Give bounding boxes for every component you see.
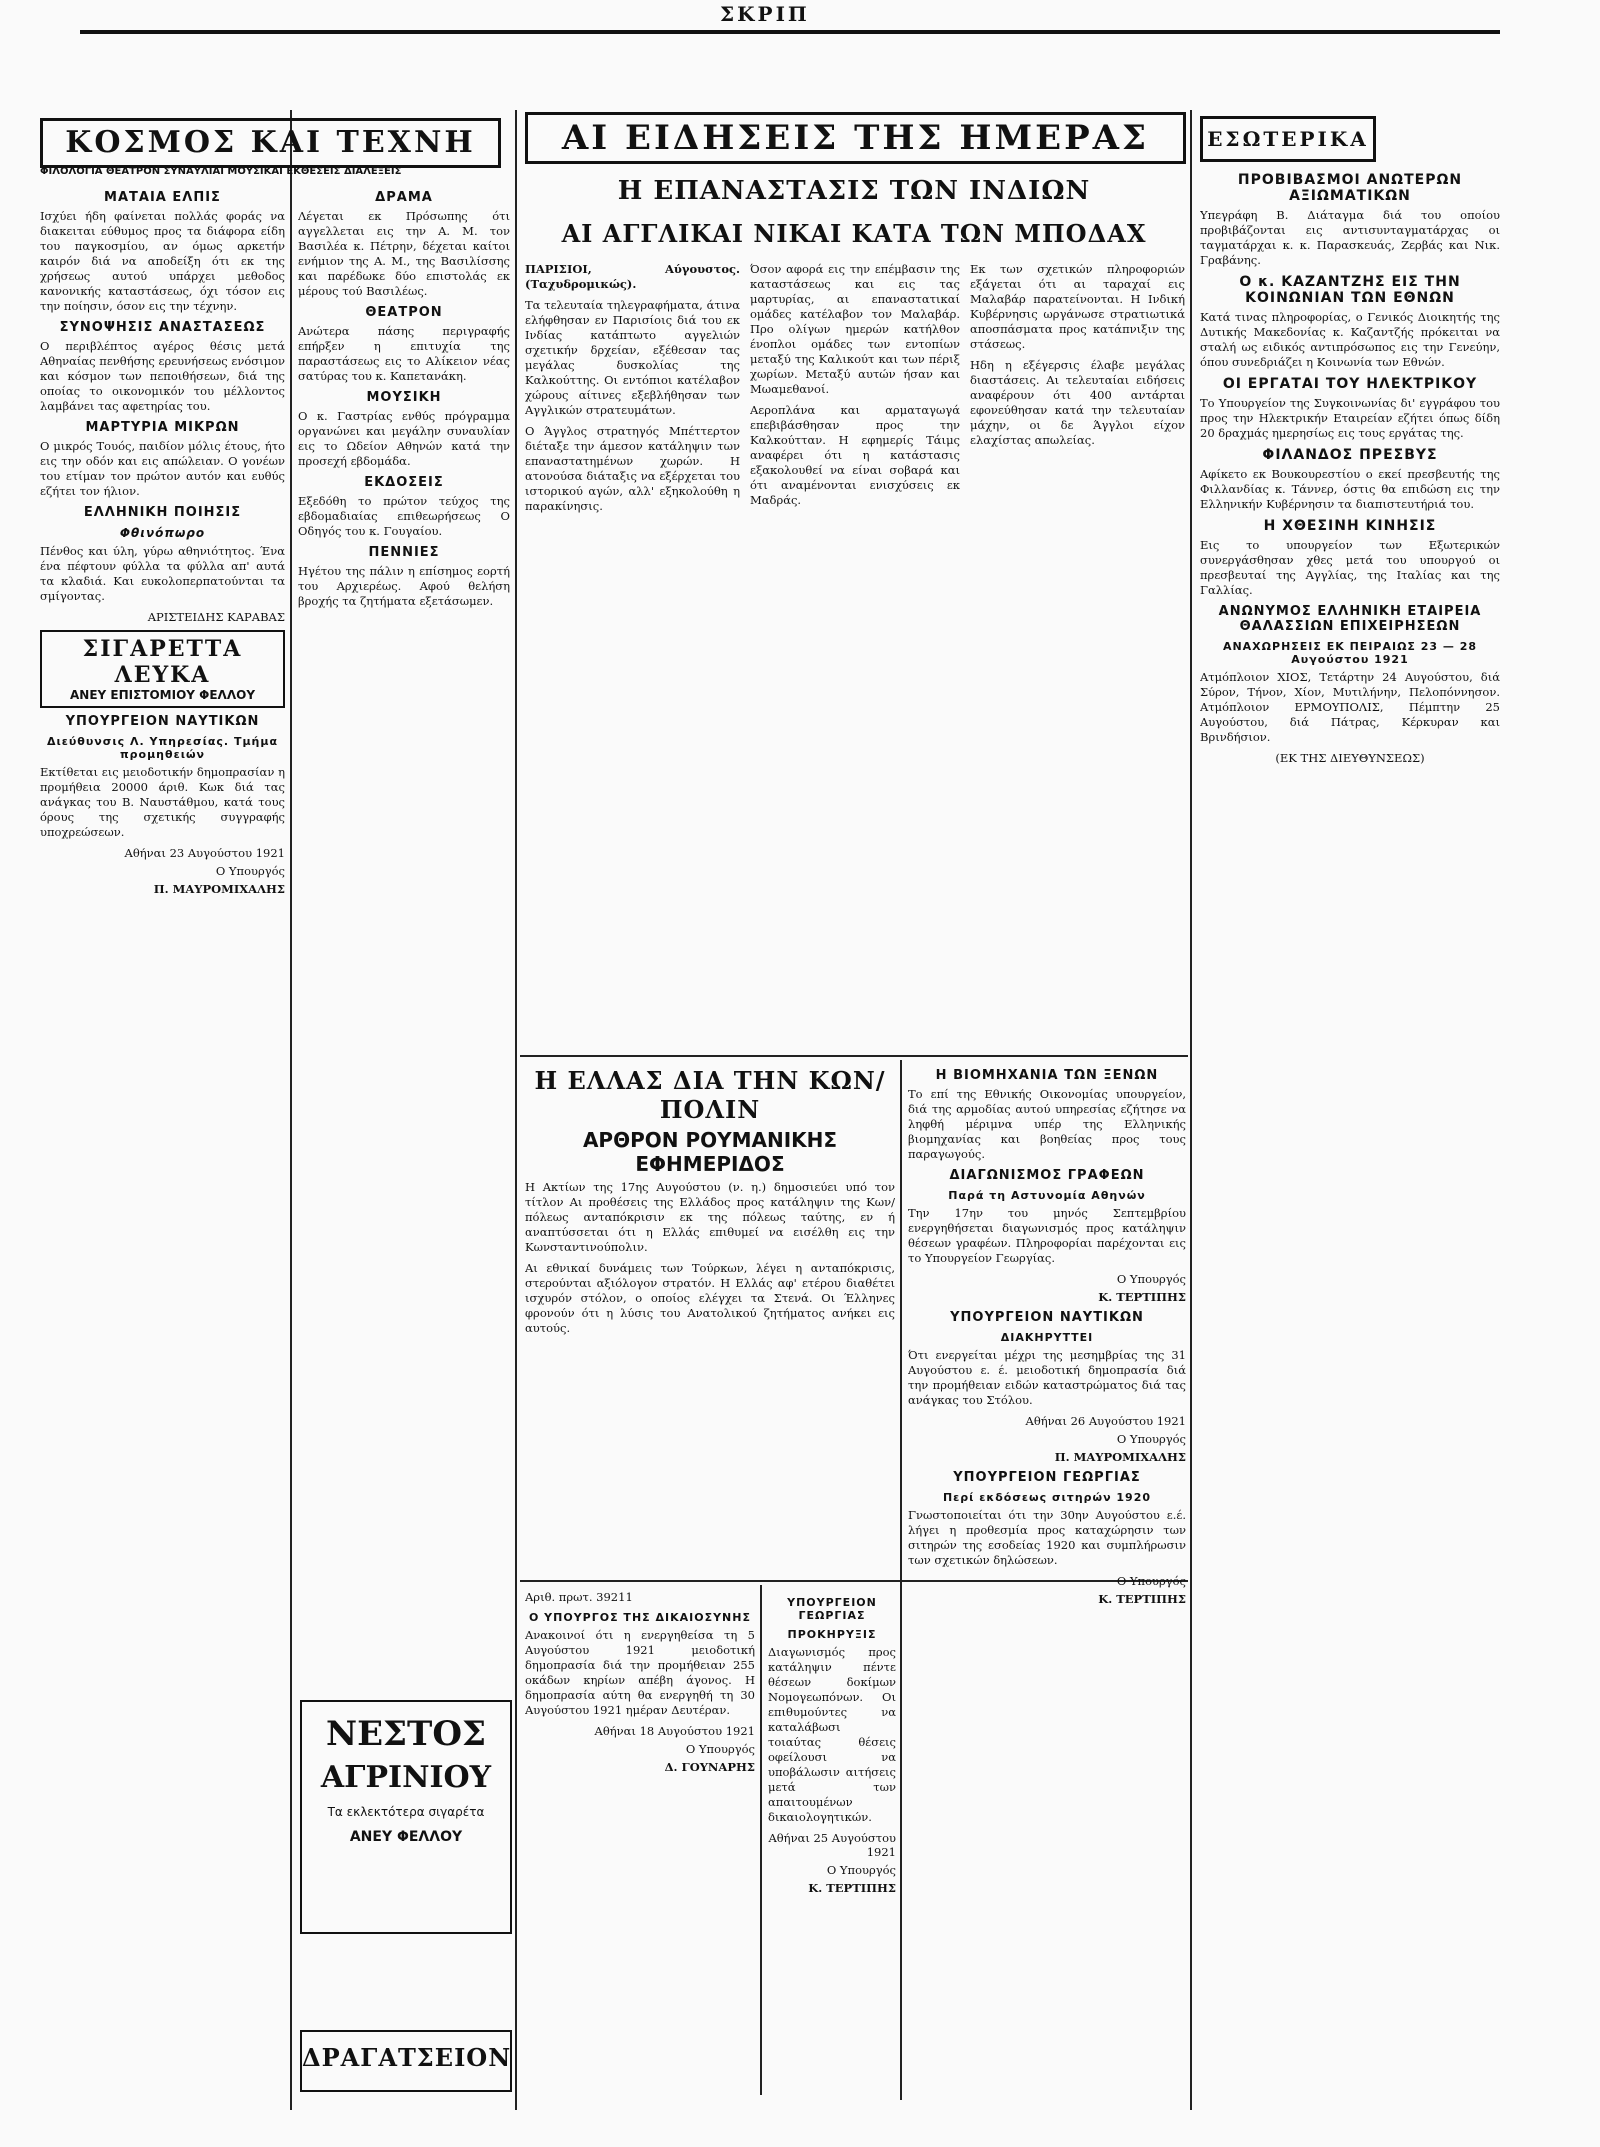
notice-signature: Ο Υπουργός xyxy=(685,1742,755,1756)
column-rule xyxy=(515,110,517,2110)
article-title: ΥΠΟΥΡΓΕΙΟΝ ΝΑΥΤΙΚΩΝ xyxy=(950,1310,1144,1325)
notice-title: ΥΠΟΥΡΓΕΙΟΝ ΓΕΩΡΓΙΑΣ xyxy=(787,1596,877,1622)
headline-greece: Η ΕΛΛΑΣ ΔΙΑ ΤΗΝ ΚΩΝ/ΠΟΛΙΝ xyxy=(534,1066,886,1124)
article-text: Το επί της Εθνικής Οικονομίας υπουργείον, διά της αρμοδίας αυτού υπηρεσίας εζήτησε να ληφθή μέριμνα υπέρ της Ελληνικής βιομηχανίας και βοηθείας προς τους παραγωγούς. xyxy=(908,1087,1186,1161)
article-text: Ανώτερα πάσης περιγραφής επήρξεν η επιτυχία της παραστάσεως εις το Αλίκειον νέας σατύρας του κ. Καπετανάκη. xyxy=(298,324,510,383)
left-column xyxy=(40,184,285,2104)
article-title: ΥΠΟΥΡΓΕΙΟΝ ΓΕΩΡΓΙΑΣ xyxy=(953,1470,1141,1485)
column-rule xyxy=(1190,110,1192,2110)
article-title: ΑΝΩΝΥΜΟΣ ΕΛΛΗΝΙΚΗ ΕΤΑΙΡΕΙΑ ΘΑΛΑΣΣΙΩΝ ΕΠΙΧΕΙΡΗΣΕΩΝ xyxy=(1218,604,1482,634)
notice-date: Αθήναι 23 Αυγούστου 1921 xyxy=(124,846,285,860)
article-subtitle: Περί εκδόσεως σιτηρών 1920 xyxy=(942,1491,1152,1504)
section-header-arts: ΚΟΣΜΟΣ ΚΑΙ ΤΕΧΝΗ xyxy=(40,118,501,168)
agriculture-notice xyxy=(768,1590,896,2100)
article-text: Εξεδόθη το πρώτον τεύχος της εβδομαδιαίας επιθεωρήσεως Ο Οδηγός του κ. Γουγαίου. xyxy=(298,494,510,538)
article-title: ΦΙΛΑΝΔΟΣ ΠΡΕΣΒΥΣ xyxy=(1262,447,1438,463)
notice-signature-name: Κ. ΤΕΡΤΙΠΗΣ xyxy=(808,1881,896,1895)
notice-signature: Ο Υπουργός xyxy=(826,1863,896,1877)
notice-subtitle: Διεύθυνσις Λ. Υπηρεσίας. Τμήμα προμηθειών xyxy=(46,735,279,761)
article-text: Γνωστοποιείται ότι την 30ην Αυγούστου ε.έ. λήγει η προθεσμία προς καταχώρησιν των σιτηρών της εσοδείας 1920 και συμπλήρωσιν των σχετικών δηλώσεων. xyxy=(908,1508,1186,1567)
article-text: Αφίκετο εκ Βουκουρεστίου ο εκεί πρεσβευτής της Φιλλανδίας κ. Τάννερ, όστις θα επιδώση εις την Ελληνικήν Κυβέρνησιν τα διαπιστευτήριά του. xyxy=(1200,467,1500,511)
news-column-1 xyxy=(525,262,740,1052)
notice-text: Ανακοινοί ότι η ενεργηθείσα τη 5 Αυγούστου 1921 μειοδοτική δημοπρασία διά την προμήθειαν 255 οκάδων κηρίων απέβη άγονος. Η δημοπρασία αύτη θα ενεργηθή τη 30 Αυγούστου 1921 ημέραν Δευτέραν. xyxy=(525,1628,755,1717)
notice-date: Αθήναι 18 Αυγούστου 1921 xyxy=(594,1724,755,1738)
greece-constantinople-article xyxy=(525,1062,895,1577)
article-title: ΕΚΔΟΣΕΙΣ xyxy=(364,475,444,490)
article-text: Ότι ενεργείται μέχρι της μεσημβρίας της 31 Αυγούστου ε. έ. μειοδοτική δημοπρασία διά την προμήθειαν ειδών καταστρώματος διά τας ανάγκας του Στόλου. xyxy=(908,1348,1186,1407)
notice-signature-name: Κ. ΤΕΡΤΙΠΗΣ xyxy=(1098,1592,1186,1606)
section-header-domestic: ΕΣΩΤΕΡΙΚΑ xyxy=(1200,116,1376,162)
article-text: Η Ακτίων της 17ης Αυγούστου (ν. η.) δημοσιεύει υπό τον τίτλον Αι προθέσεις της Ελλάδος προς κατάληψιν της Κων/πόλεως ανταπόκρισιν εκ της πόλεως ταύτης, εν ή αναπτύσσεται ότι η Ελλάς επιθυμεί να εισέλθη εις την Κωνσταντινούπολιν. xyxy=(525,1180,895,1254)
article-title: ΕΛΛΗΝΙΚΗ ΠΟΙΗΣΙΣ xyxy=(83,505,242,520)
notice-signature-name: Π. ΜΑΥΡΟΜΙΧΑΛΗΣ xyxy=(153,882,285,896)
article-text: Λέγεται εκ Πρόσωπης ότι αγγελλεται εις την Α. Μ. τον Βασιλέα κ. Πέτρην, δέχεται καίτοι ενήμιον της Α. Μ., της Βασιλίσσης και παρέδωκε δύο επιστολάς εκ μέρους τού Βασιλέως. xyxy=(298,209,510,298)
poem-text: Πένθος και ύλη, γύρω αθηνιότητος. Ένα ένα πέφτουν φύλλα τα φύλλα απ' αυτά τα κλαδιά. Και ευκολοπερπατούνται τα σμίγοντας. xyxy=(40,544,285,603)
notice-signature-name: Π. ΜΑΥΡΟΜΙΧΑΛΗΣ xyxy=(1054,1450,1186,1464)
notice-signature-name: Κ. ΤΕΡΤΙΠΗΣ xyxy=(1098,1290,1186,1304)
justice-notice xyxy=(525,1590,755,2100)
section-header-news: ΑΙ ΕΙΔΗΣΕΙΣ ΤΗΣ ΗΜΕΡΑΣ xyxy=(525,112,1186,164)
article-text: Υπεγράφη Β. Διάταγμα διά του οποίου προβιβάζονται εις αντισυνταγματάρχας οι ταγματάρχαι κ. κ. Παρασκευάς, Ζερβάς και Νικ. Γραβάνης. xyxy=(1200,208,1500,267)
notice-text: Εκτίθεται εις μειοδοτικήν δημοπρασίαν η προμήθεια 20000 άριθ. Κωκ διά τας ανάγκας του Β. Ναυστάθμου, κατά τους όρους της σχετικής συγγραφής υποχρεώσεων. xyxy=(40,765,285,839)
notice-signature: Ο Υπουργός xyxy=(1116,1272,1186,1286)
article-text: Αεροπλάνα και αρματαγωγά επεβιβάσθησαν προς την Καλκούτταν. Η εφημερίς Τάιμς αναφέρει ότι η κατάστασις εξακολουθεί να είναι σοβαρά και ότι αναμένονται ενισχύσεις εκ Μαδράς. xyxy=(750,403,960,507)
notice-ref: Αριθ. πρωτ. 39211 xyxy=(525,1590,633,1604)
column-rule xyxy=(900,1060,902,2100)
article-title: Η ΧΘΕΣΙΝΗ ΚΙΝΗΣΙΣ xyxy=(1263,518,1437,534)
article-text: Αι εθνικαί δυνάμεις των Τούρκων, λέγει η ανταπόκρισις, στερούνται αξιόλογον στρατόν. Η Ελλάς αφ' ετέρου διαθέτει ισχυρόν στόλον, ο οποίος ελέγχει τα Στενά. Οι Έλληνες φρονούν ότι η λύσις του Ανατολικού ζητήματος ανήκει εις αυτούς. xyxy=(525,1261,895,1335)
column-rule xyxy=(290,110,292,2110)
notice-title: Ο ΥΠΟΥΡΓΟΣ ΤΗΣ ΔΙΚΑΙΟΣΥΝΗΣ xyxy=(529,1611,751,1624)
article-text: Τα τελευταία τηλεγραφήματα, άτινα ελήφθησαν εν Παρισίοις διά του εκ Ινδίας κατάπτωτο αγγελιών σχετικήν δρχείαν, εξέθεσαν τας μεγάλας δυσκολίας της Καλκούττης. Οι εντόπιοι κατέλαβον χώρους αίτινες εξεβλήθησαν των Αγγλικών στρατευμάτων. xyxy=(525,298,740,417)
article-title: ΔΙΑΓΩΝΙΣΜΟΣ ΓΡΑΦΕΩΝ xyxy=(949,1168,1145,1183)
news-column-3 xyxy=(970,262,1185,1052)
article-text: Ο κ. Γαστρίας ενθύς πρόγραμμα οργανώνει και μεγάλην συναυλίαν εις το Ωδείον Αθηνών κατά την προσεχή εβδομάδα. xyxy=(298,409,510,468)
article-text: Ο Άγγλος στρατηγός Μπέττερτον διέταξε την άμεσον κατάληψιν των επαναστατημένων χωρών. Η ατονούσα διάταξις να εξέρχεται του ιστορικού αγών, αλλ' εξηκολούθη η παρακίνησις. xyxy=(525,424,740,513)
notice-signature: Ο Υπουργός xyxy=(215,864,285,878)
notice-date: Αθήναι 25 Αυγούστου 1921 xyxy=(768,1831,896,1859)
article-subtitle: ΔΙΑΚΗΡΥΤΤΕΙ xyxy=(1000,1331,1094,1344)
notice-signature-name: Δ. ΓΟΥΝΑΡΗΣ xyxy=(664,1760,755,1774)
article-footer: (ΕΚ ΤΗΣ ΔΙΕΥΘΥΝΣΕΩΣ) xyxy=(1275,751,1425,765)
article-title: ΜΟΥΣΙΚΗ xyxy=(366,390,442,405)
column-rule xyxy=(760,1585,762,2095)
notice-subtitle: ΠΡΟΚΗΡΥΞΙΣ xyxy=(787,1628,877,1641)
article-text: Κατά τινας πληροφορίας, ο Γενικός Διοικητής της Δυτικής Μακεδονίας κ. Καζαντζής πρόκειται να σταλή ως ειδικός αντιπρόσωπος εις την Γενεύην, όπου συνεδριάζει η Κοινωνία των Εθνών. xyxy=(1200,310,1500,369)
notice-title: ΥΠΟΥΡΓΕΙΟΝ ΝΑΥΤΙΚΩΝ xyxy=(65,714,260,729)
article-text: Ισχύει ήδη φαίνεται πολλάς φοράς να διακειται εύθυμος προς τα διάφορα είδη του παγκοσμίου, αν όμως αρκετήν καιρόν διά να αποδείξη ότι εκ της χρήσεως αυτού υπάρχει μεθοδος κανονικής καταστάσεως, όχι τόσον εις την ποίησιν, όσον εις την τέχνην. xyxy=(40,209,285,313)
article-text: Ηγέτου της πάλιν η επίσημος εορτή του Αρχιερέως. Αφού θελήση βροχής τα ζητήματα εξετάσωμεν. xyxy=(298,564,510,608)
headline-english-victories: ΑΙ ΑΓΓΛΙΚΑΙ ΝΙΚΑΙ ΚΑΤΑ ΤΩΝ ΜΠΟΔΑΧ xyxy=(561,219,1147,248)
article-text: Ο μικρός Τουός, παιδίον μόλις έτους, ήτο εις την οδόν και εις απώλειαν. Ο γονέων του ετίμαν τον πρώτον αυτόν και ευθύς εζήτει τον ήλιον. xyxy=(40,439,285,498)
subheadline-romanian: ΑΡΘΡΟΝ ΡΟΥΜΑΝΙΚΗΣ ΕΦΗΜΕΡΙΔΟΣ xyxy=(582,1128,838,1176)
masthead: ΣΚΡΙΠ xyxy=(80,4,1500,34)
article-text: Ο περιβλέπτος αγέρος θέσις μετά Αθηναίας πενθήσης ερευνήσεως ενόσιμον και κόσμον των πεποιθήσεων, διά της οποίας το οικονομικόν του μέλλοντος λαμβάνει τας αφετηρίας του. xyxy=(40,339,285,413)
article-text: Εις το υπουργείον των Εξωτερικών συνεργάσθησαν χθες μετά του υπουργού οι πρεσβευταί της Αγγλίας, της Ιταλίας και της Γαλλίας. xyxy=(1200,538,1500,597)
section-subheader: ΦΙΛΟΛΟΓΙΑ ΘΕΑΤΡΟΝ ΣΥΝΑΥΛΙΑΙ ΜΟΥΣΙΚΑΙ ΕΚΘΕΣΕΙΣ ΔΙΑΛΕΞΕΙΣ xyxy=(40,166,402,177)
column-rule xyxy=(520,1055,1188,1057)
headline-india: Η ΕΠΑΝΑΣΤΑΣΙΣ ΤΩΝ ΙΝΔΙΩΝ xyxy=(617,176,1091,206)
article-text: Το Υπουργείον της Συγκοινωνίας δι' εγγράφου του προς την Ηλεκτρικήν Εταιρείαν εζήτει όπως δίδη 20 δραχμάς ημερησίως εις τους εργάτας της. xyxy=(1200,396,1500,440)
article-title: ΜΑΡΤΥΡΙΑ ΜΙΚΡΩΝ xyxy=(85,420,240,435)
article-title: ΜΑΤΑΙΑ ΕΛΠΙΣ xyxy=(104,190,221,205)
right-column xyxy=(1200,166,1500,2106)
notice-text: Διαγωνισμός προς κατάληψιν πέντε θέσεων δοκίμων Νομογεωπόνων. Οι επιθυμούντες να καταλάβωσι τοιαύτας θέσεις οφείλουσι να υποβάλωσιν αιτήσεις μετά των απαιτουμένων δικαιολογητικών. xyxy=(768,1645,896,1824)
article-title: ΠΡΟΒΙΒΑΣΜΟΙ ΑΝΩΤΕΡΩΝ ΑΞΙΩΜΑΤΙΚΩΝ xyxy=(1237,172,1463,204)
article-title: ΔΡΑΜΑ xyxy=(375,190,433,205)
cigarette-ad: ΣΙΓΑΡΕΤΤΑ ΛΕΥΚΑ ΑΝΕΥ ΕΠΙΣΤΟΜΙΟΥ ΦΕΛΛΟΥ xyxy=(40,630,285,708)
article-subtitle: ΑΝΑΧΩΡΗΣΕΙΣ ΕΚ ΠΕΙΡΑΙΩΣ 23 — 28 Αυγούστου 1921 xyxy=(1222,640,1478,666)
poem-title: Φθινόπωρο xyxy=(119,526,206,540)
article-title: Ο κ. ΚΑΖΑΝΤΖΗΣ ΕΙΣ ΤΗΝ ΚΟΙΝΩΝΙΑΝ ΤΩΝ ΕΘΝΩΝ xyxy=(1239,274,1461,306)
notice-signature: Ο Υπουργός xyxy=(1116,1432,1186,1446)
article-text: Την 17ην του μηνός Σεπτεμβρίου ενεργηθήσεται διαγωνισμός προς κατάληψιν θέσεων γραφέων. Πληροφορίαι παρέχονται εις το Υπουργείον Γεωργίας. xyxy=(908,1206,1186,1265)
article-text: Ατμόπλοιον ΧΙΟΣ, Τετάρτην 24 Αυγούστου, διά Σύρον, Τήνον, Χίον, Μυτιλήνην, Πελοπόννησον. Ατμόπλοιον ΕΡΜΟΥΠΟΛΙΣ, Πέμπτην 25 Αυγούστου, διά Πάτρας, Κέρκυραν και Βρινδήσιον. xyxy=(1200,670,1500,744)
article-title: Η ΒΙΟΜΗΧΑΝΙΑ ΤΩΝ ΞΕΝΩΝ xyxy=(935,1068,1159,1083)
article-title: ΟΙ ΕΡΓΑΤΑΙ ΤΟΥ ΗΛΕΚΤΡΙΚΟΥ xyxy=(1222,376,1478,392)
article-text: Ηδη η εξέγερσις έλαβε μεγάλας διαστάσεις. Αι τελευταίαι ειδήσεις αναφέρουν ότι 400 αντάρται εφονεύθησαν κατά την τελευταίαν μάχην, οι δε Άγγλοι είχον ελαχίστας απωλείας. xyxy=(970,358,1185,447)
news-column-2 xyxy=(750,262,960,1052)
notice-date: Αθήναι 26 Αυγούστου 1921 xyxy=(1025,1414,1186,1428)
notice-signature: Ο Υπουργός xyxy=(1116,1574,1186,1588)
article-title: ΘΕΑΤΡΟΝ xyxy=(365,305,443,320)
article-text: Εκ των σχετικών πληροφοριών εξάγεται ότι αι ταραχαί εις Μαλαβάρ παρατείνονται. Η Ινδική Κυβέρνησις ωργάνωσε στρατιωτικά αποσπάσματα προς κατάπνιξιν της στάσεως. xyxy=(970,262,1185,351)
dateline: ΠΑΡΙΣΙΟΙ, Αύγουστος. (Ταχυδρομικώς). xyxy=(525,262,740,291)
article-title: ΣΥΝΟΨΗΣΙΣ ΑΝΑΣΤΑΣΕΩΣ xyxy=(59,320,266,335)
article-title: ΠΕΝΝΙΕΣ xyxy=(368,545,440,560)
nestos-ad: ΝΕΣΤΟΣ ΑΓΡΙΝΙΟΥ Τα εκλεκτότερα σιγαρέτα ΑΝΕΥ ΦΕΛΛΟΥ xyxy=(300,1700,512,1934)
dragatseion-ad: ΔΡΑΓΑΤΣΕΙΟΝ xyxy=(300,2030,512,2092)
article-text: Όσον αφορά εις την επέμβασιν της καταστάσεως και εις τας μαρτυρίας, αι επαναστατικαί ομάδες κατέλαβον τον Μαλαβάρ. Προ ολίγων ημερών κατήλθον ένοπλοι ομάδες των εντοπίων μεταξύ της Καλικούτ και των πέριξ χωρίων. Μεταξύ αυτών ήσαν και Μωαμεθανοί. xyxy=(750,262,960,396)
poem-author: ΑΡΙΣΤΕΙΔΗΣ ΚΑΡΑΒΑΣ xyxy=(147,610,285,624)
right-center-column xyxy=(908,1062,1186,2102)
article-subtitle: Παρά τη Αστυνομία Αθηνών xyxy=(948,1189,1146,1202)
